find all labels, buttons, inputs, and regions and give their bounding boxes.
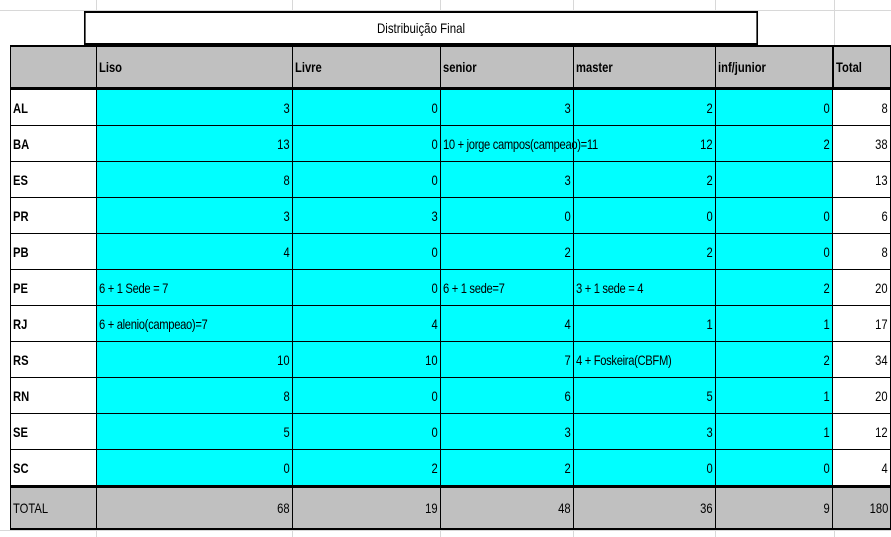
livre-cell[interactable]: 0 xyxy=(293,89,441,126)
master-cell[interactable]: 2 xyxy=(574,234,716,270)
row-total-cell[interactable]: 4 xyxy=(833,450,891,487)
table-title[interactable] xyxy=(84,11,758,45)
row-total-cell[interactable]: 34 xyxy=(833,342,891,378)
liso-cell[interactable]: 8 xyxy=(97,378,293,414)
senior-cell[interactable]: 3 xyxy=(441,162,574,198)
livre-cell[interactable]: 2 xyxy=(293,450,441,487)
livre-cell[interactable]: 0 xyxy=(293,378,441,414)
header-senior[interactable]: senior xyxy=(441,46,574,89)
state-cell[interactable]: RJ xyxy=(11,306,97,342)
liso-cell[interactable]: 4 xyxy=(97,234,293,270)
row-total-cell[interactable]: 8 xyxy=(833,89,891,126)
totals-grand-cell[interactable]: 180 xyxy=(833,487,891,530)
row-total-cell[interactable]: 12 xyxy=(833,414,891,450)
totals-livre-cell[interactable]: 19 xyxy=(293,487,441,530)
senior-cell[interactable]: 2 xyxy=(441,450,574,487)
livre-cell[interactable]: 4 xyxy=(293,306,441,342)
senior-cell[interactable]: 6 + 1 sede=7 xyxy=(441,270,574,306)
master-cell[interactable]: 12 xyxy=(574,126,716,162)
senior-cell[interactable]: 3 xyxy=(441,414,574,450)
infjunior-cell[interactable]: 0 xyxy=(716,450,833,487)
infjunior-cell[interactable]: 2 xyxy=(716,270,833,306)
senior-cell[interactable]: 7 xyxy=(441,342,574,378)
master-cell[interactable]: 5 xyxy=(574,378,716,414)
master-cell[interactable]: 3 + 1 sede = 4 xyxy=(574,270,716,306)
state-cell[interactable]: SE xyxy=(11,414,97,450)
table-row xyxy=(11,198,891,234)
master-cell[interactable]: 1 xyxy=(574,306,716,342)
master-cell[interactable]: 0 xyxy=(574,450,716,487)
totals-senior-cell[interactable]: 48 xyxy=(441,487,574,530)
livre-cell[interactable]: 0 xyxy=(293,414,441,450)
table-row xyxy=(11,342,891,378)
senior-cell[interactable]: 4 xyxy=(441,306,574,342)
liso-cell[interactable]: 6 + alenio(campeao)=7 xyxy=(97,306,293,342)
state-cell[interactable]: PR xyxy=(11,198,97,234)
totals-label-cell[interactable]: TOTAL xyxy=(11,487,97,530)
header-liso[interactable]: Liso xyxy=(97,46,293,89)
liso-cell[interactable]: 3 xyxy=(97,198,293,234)
row-total-cell[interactable]: 13 xyxy=(833,162,891,198)
distribution-table xyxy=(10,45,891,530)
livre-cell[interactable]: 10 xyxy=(293,342,441,378)
livre-cell[interactable]: 0 xyxy=(293,234,441,270)
state-cell[interactable]: PE xyxy=(11,270,97,306)
table-row xyxy=(11,378,891,414)
liso-cell[interactable]: 8 xyxy=(97,162,293,198)
row-total-cell[interactable]: 20 xyxy=(833,270,891,306)
infjunior-cell[interactable]: 0 xyxy=(716,234,833,270)
liso-cell[interactable]: 6 + 1 Sede = 7 xyxy=(97,270,293,306)
master-cell[interactable]: 0 xyxy=(574,198,716,234)
liso-cell[interactable]: 0 xyxy=(97,450,293,487)
totals-infjunior-cell[interactable]: 9 xyxy=(716,487,833,530)
liso-cell[interactable]: 5 xyxy=(97,414,293,450)
row-total-cell[interactable]: 17 xyxy=(833,306,891,342)
header-livre[interactable]: Livre xyxy=(293,46,441,89)
table-row xyxy=(11,414,891,450)
infjunior-cell[interactable]: 1 xyxy=(716,306,833,342)
senior-cell[interactable]: 2 xyxy=(441,234,574,270)
table-row xyxy=(11,234,891,270)
header-master[interactable]: master xyxy=(574,46,716,89)
infjunior-cell[interactable]: 1 xyxy=(716,378,833,414)
infjunior-cell[interactable]: 1 xyxy=(716,414,833,450)
state-cell[interactable]: RS xyxy=(11,342,97,378)
infjunior-cell[interactable]: 2 xyxy=(716,342,833,378)
table-row xyxy=(11,270,891,306)
state-cell[interactable]: AL xyxy=(11,89,97,126)
table-title-text: Distribuição Final xyxy=(376,20,466,36)
master-cell[interactable]: 4 + Foskeira(CBFM) xyxy=(574,342,716,378)
state-cell[interactable]: BA xyxy=(11,126,97,162)
senior-cell[interactable]: 6 xyxy=(441,378,574,414)
liso-cell[interactable]: 10 xyxy=(97,342,293,378)
senior-cell[interactable]: 0 xyxy=(441,198,574,234)
state-cell[interactable]: SC xyxy=(11,450,97,487)
table-row xyxy=(11,89,891,126)
state-cell[interactable]: RN xyxy=(11,378,97,414)
row-total-cell[interactable]: 8 xyxy=(833,234,891,270)
totals-row xyxy=(11,487,891,530)
master-cell[interactable]: 2 xyxy=(574,162,716,198)
state-cell[interactable]: PB xyxy=(11,234,97,270)
header-corner-cell[interactable] xyxy=(11,46,97,89)
livre-cell[interactable]: 0 xyxy=(293,270,441,306)
liso-cell[interactable]: 13 xyxy=(97,126,293,162)
master-cell[interactable]: 2 xyxy=(574,89,716,126)
livre-cell[interactable]: 0 xyxy=(293,126,441,162)
infjunior-cell[interactable]: 0 xyxy=(716,89,833,126)
row-total-cell[interactable]: 6 xyxy=(833,198,891,234)
infjunior-cell[interactable] xyxy=(716,162,833,198)
totals-master-cell[interactable]: 36 xyxy=(574,487,716,530)
infjunior-cell[interactable]: 0 xyxy=(716,198,833,234)
table-row xyxy=(11,306,891,342)
header-total[interactable]: Total xyxy=(833,46,891,89)
header-row xyxy=(11,46,891,89)
row-total-cell[interactable]: 38 xyxy=(833,126,891,162)
senior-cell[interactable]: 3 xyxy=(441,89,574,126)
livre-cell[interactable]: 3 xyxy=(293,198,441,234)
header-infjunior[interactable]: inf/junior xyxy=(716,46,833,89)
table-body xyxy=(11,89,891,487)
totals-liso-cell[interactable]: 68 xyxy=(97,487,293,530)
master-cell[interactable]: 3 xyxy=(574,414,716,450)
infjunior-cell[interactable]: 2 xyxy=(716,126,833,162)
state-cell[interactable]: ES xyxy=(11,162,97,198)
row-total-cell[interactable]: 20 xyxy=(833,378,891,414)
livre-cell[interactable]: 0 xyxy=(293,162,441,198)
liso-cell[interactable]: 3 xyxy=(97,89,293,126)
senior-cell[interactable]: 10 + jorge campos(campeao)=11 xyxy=(441,126,574,162)
table-row xyxy=(11,126,891,162)
table-row xyxy=(11,162,891,198)
table-row xyxy=(11,450,891,487)
